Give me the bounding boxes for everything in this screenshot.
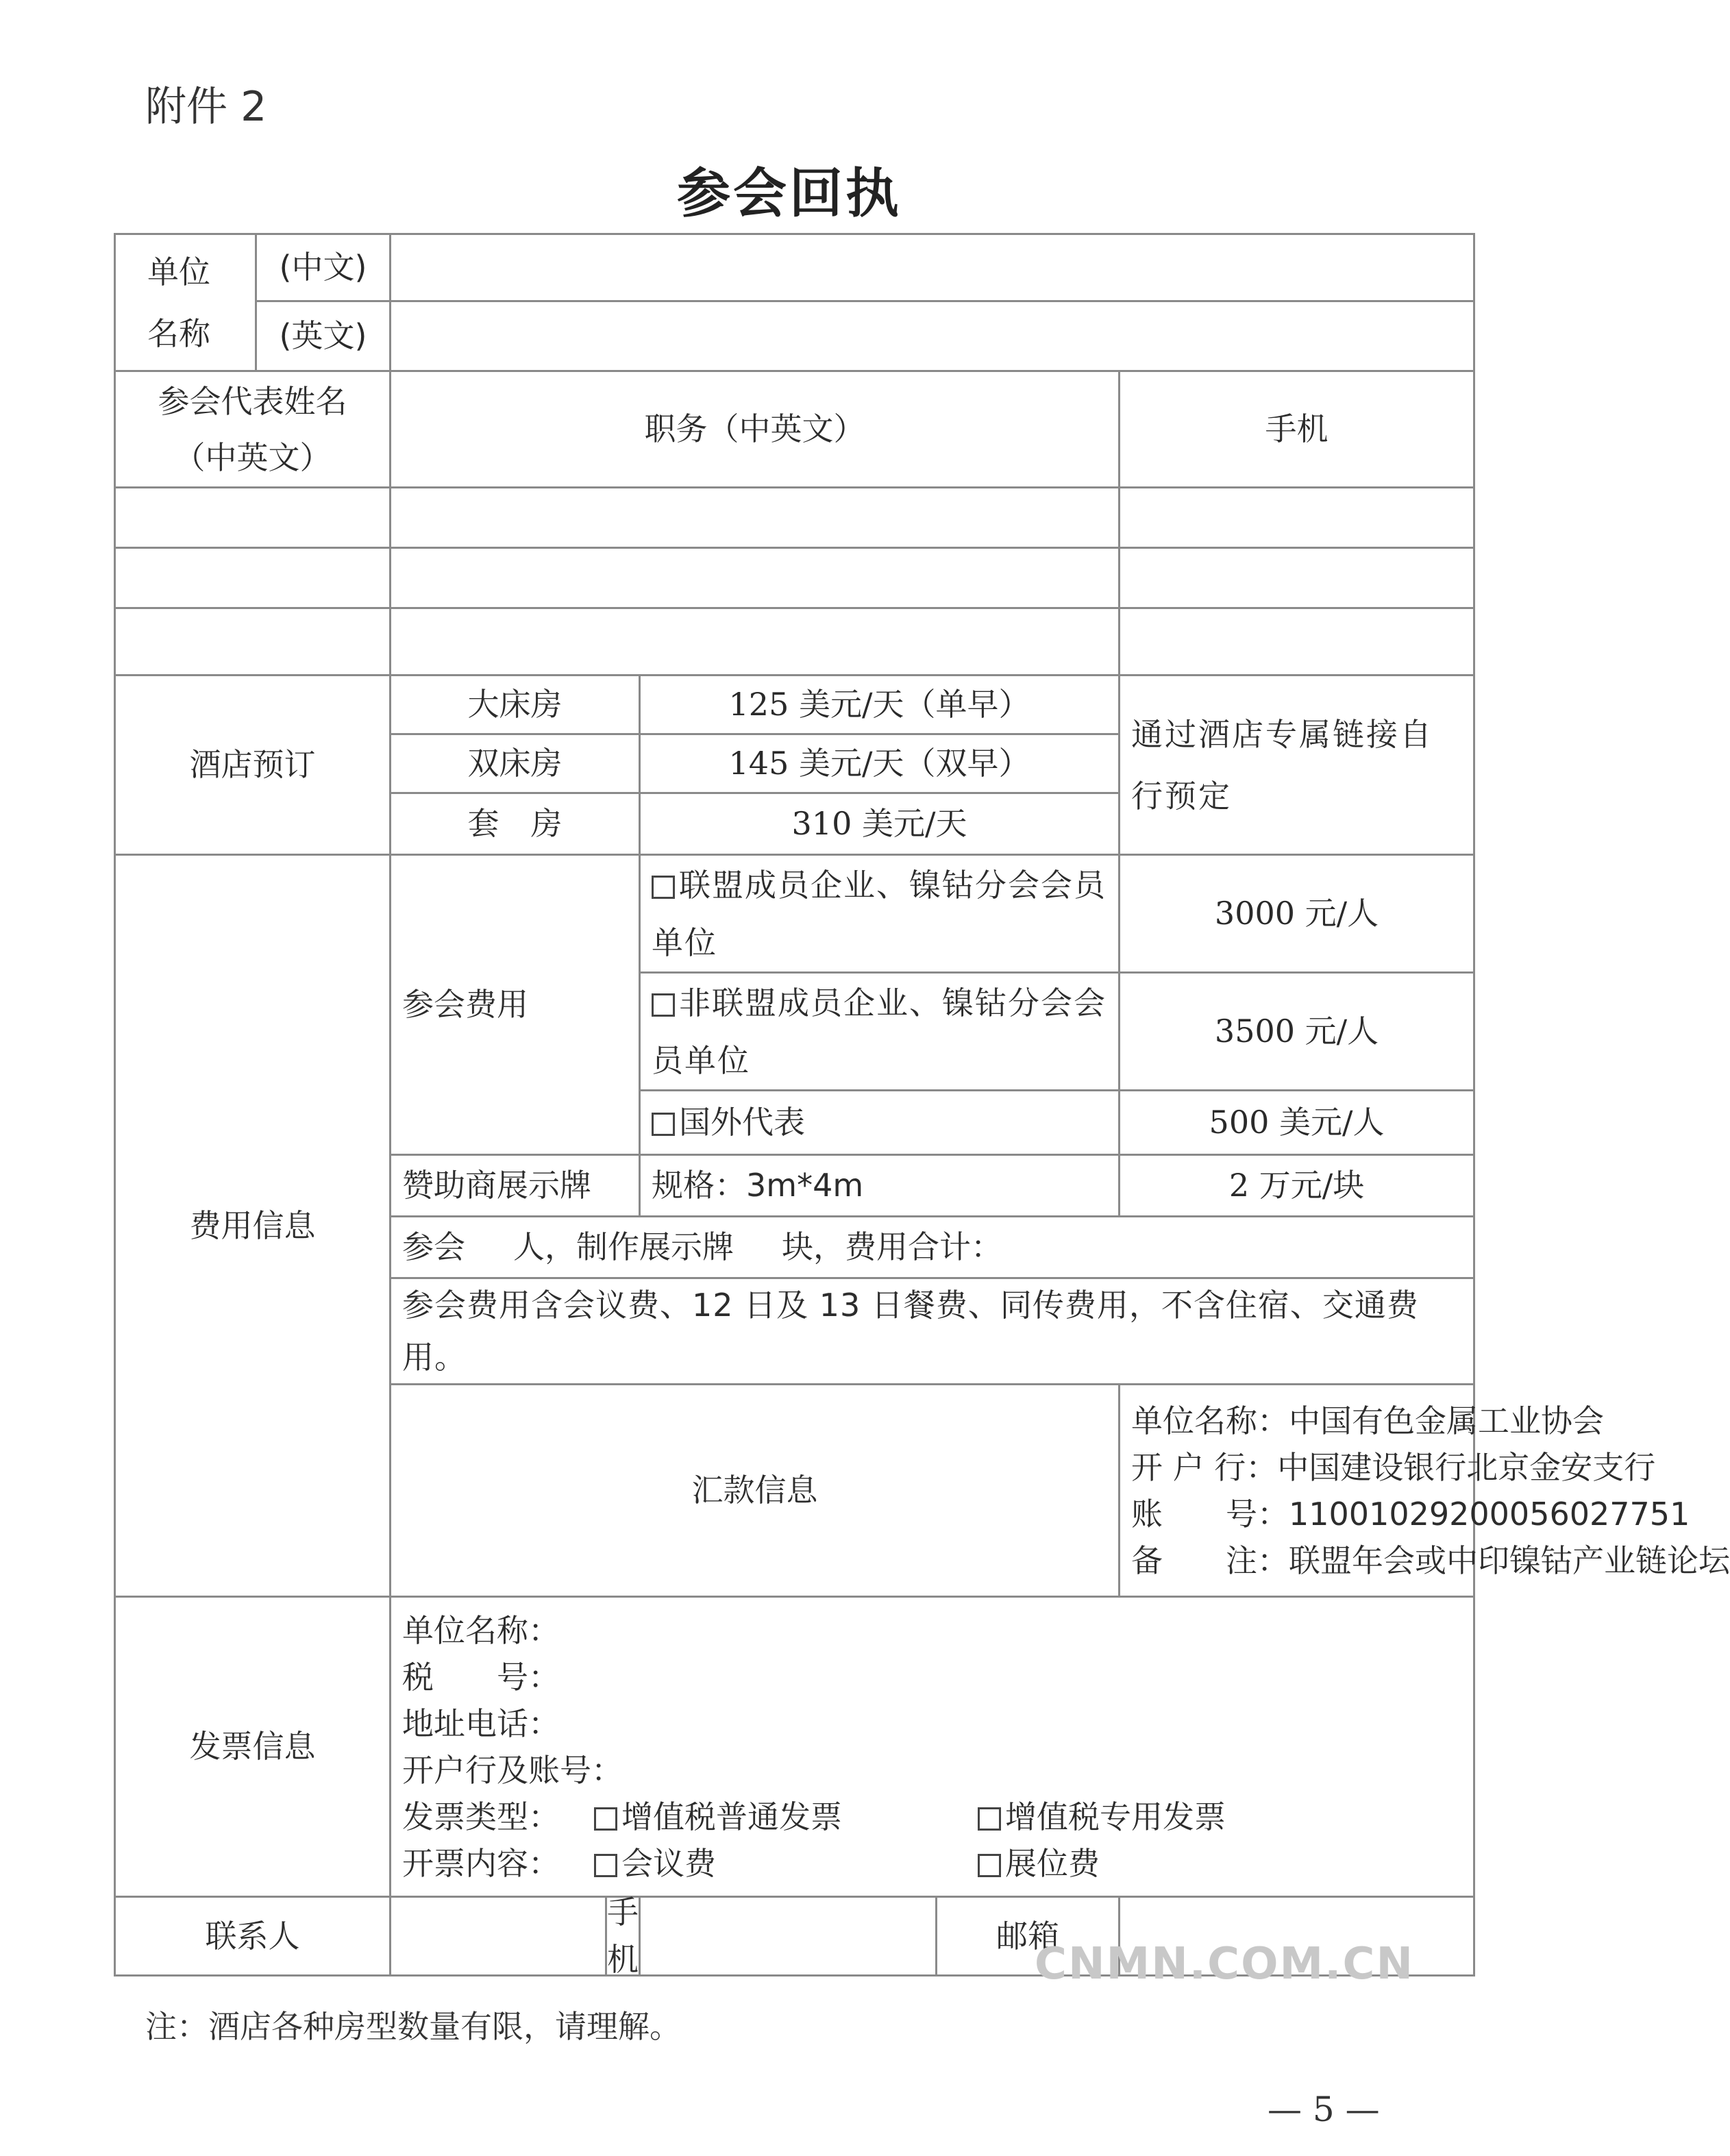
room-type: 双床房 <box>391 734 640 793</box>
rep-name-header <box>115 371 391 488</box>
rep-position-header: 职务（中英文） <box>391 371 1120 488</box>
room-type: 大床房 <box>391 676 640 734</box>
unit-en-field[interactable] <box>391 301 1474 371</box>
unit-label-line2: 名称 <box>147 314 210 352</box>
checkbox-icon[interactable] <box>978 1854 1001 1877</box>
invoice-unit-name: 单位名称： <box>402 1611 560 1649</box>
checkbox-icon[interactable] <box>652 993 675 1017</box>
remit-line: 开 户 行：中国建设银行北京金安支行 <box>1131 1448 1656 1486</box>
registration-form-table <box>114 233 1730 1978</box>
fee-summary-c: 块，费用合计： <box>782 1228 1002 1265</box>
conference-fee-label: 参会费用 <box>391 855 640 1155</box>
invoice-content-opt2-text: 展位费 <box>1005 1844 1100 1882</box>
remit-info <box>1120 1385 1730 1597</box>
unit-cn-field[interactable] <box>391 234 1474 301</box>
hotel-row <box>115 676 1474 734</box>
invoice-content-opt2[interactable] <box>978 1845 1100 1882</box>
invoice-info <box>391 1597 1474 1897</box>
unit-name-label <box>115 234 256 371</box>
remit-line: 备 注：联盟年会或中印镍钴产业链论坛 <box>1131 1541 1730 1579</box>
checkbox-icon[interactable] <box>652 876 675 899</box>
fee-option-price: 500 美元/人 <box>1120 1091 1474 1155</box>
unit-cn-label: (中文) <box>256 234 391 301</box>
footer-note: 注：酒店各种房型数量有限，请理解。 <box>145 2008 681 2045</box>
invoice-type-opt1[interactable] <box>594 1794 978 1840</box>
invoice-type <box>402 1794 1462 1840</box>
invoice-label: 发票信息 <box>115 1597 391 1897</box>
remit-label: 汇款信息 <box>391 1385 1120 1597</box>
checkbox-icon[interactable] <box>594 1807 617 1831</box>
remit-line: 账 号：11001029200056027751 <box>1131 1495 1690 1533</box>
rep-row <box>115 488 1474 548</box>
attachment-label: 附件 2 <box>145 83 267 131</box>
rep-position-field[interactable] <box>391 488 1120 548</box>
fee-option-row <box>115 855 1474 973</box>
invoice-type-opt2[interactable] <box>978 1798 1226 1835</box>
room-price: 125 美元/天（单早） <box>640 676 1120 734</box>
rep-name-field[interactable] <box>115 608 391 676</box>
fee-option[interactable] <box>640 1091 1120 1155</box>
sponsor-label: 赞助商展示牌 <box>391 1155 640 1217</box>
rep-name-header-line2: （中英文） <box>173 438 332 476</box>
invoice-bank-account: 开户行及账号： <box>402 1751 623 1789</box>
representative-header-row <box>115 371 1474 488</box>
fee-option-desc: 国外代表 <box>679 1104 805 1141</box>
rep-name-field[interactable] <box>115 548 391 608</box>
fee-summary-b: 人，制作展示牌 <box>513 1228 734 1265</box>
room-price: 145 美元/天（双早） <box>640 734 1120 793</box>
unit-name-en-row <box>115 301 1474 371</box>
rep-name-header-line1: 参会代表姓名 <box>158 382 347 420</box>
page-title: 参会回执 <box>676 163 902 225</box>
rep-mobile-field[interactable] <box>1120 608 1474 676</box>
rep-row <box>115 548 1474 608</box>
rep-mobile-field[interactable] <box>1120 488 1474 548</box>
contact-name-field[interactable] <box>391 1894 640 1978</box>
rep-position-field[interactable] <box>391 548 1120 608</box>
invoice-type-opt1-text: 增值税普通发票 <box>621 1798 842 1835</box>
invoice-type-opt2-text: 增值税专用发票 <box>1005 1798 1226 1835</box>
fee-summary-a: 参会 <box>402 1228 465 1265</box>
invoice-address-phone: 地址电话： <box>402 1705 560 1742</box>
rep-row <box>115 608 1474 676</box>
rep-position-field[interactable] <box>391 608 1120 676</box>
invoice-content <box>402 1840 1462 1887</box>
contact-label: 联系人 <box>115 1897 391 1976</box>
fees-label: 费用信息 <box>115 855 391 1597</box>
invoice-tax-no: 税 号： <box>402 1658 560 1696</box>
watermark: CNMN.COM.CN <box>1035 1939 1414 1990</box>
checkbox-icon[interactable] <box>594 1854 617 1877</box>
contact-email-label: 邮箱 <box>996 1917 1059 1955</box>
invoice-row <box>115 1597 1474 1897</box>
fee-option-desc: 联盟成员企业、镍钴分会会员单位 <box>652 866 1107 961</box>
hotel-booking-note: 通过酒店专属链接自行预定 <box>1120 676 1474 855</box>
unit-en-label: (英文) <box>256 301 391 371</box>
rep-mobile-header: 手机 <box>1120 371 1474 488</box>
fee-note: 参会费用含会议费、12 日及 13 日餐费、同传费用，不含住宿、交通费用。 <box>391 1278 1474 1385</box>
invoice-content-opt1-text: 会议费 <box>621 1844 716 1882</box>
fee-option-price: 3500 元/人 <box>1120 973 1474 1091</box>
fee-option-price: 3000 元/人 <box>1120 855 1474 973</box>
room-type: 套 房 <box>391 793 640 855</box>
fee-option-desc: 非联盟成员企业、镍钴分会会员单位 <box>652 984 1107 1079</box>
invoice-content-opt1[interactable] <box>594 1840 978 1887</box>
invoice-content-label: 开票内容： <box>402 1844 560 1882</box>
sponsor-price: 2 万元/块 <box>1120 1155 1474 1217</box>
checkbox-icon[interactable] <box>652 1113 675 1136</box>
page-number: — 5 — <box>1268 2090 1380 2129</box>
fee-option[interactable] <box>640 855 1120 973</box>
contact-mobile-label: 手机 <box>607 1894 639 1978</box>
unit-name-cn-row <box>115 234 1474 301</box>
fee-option[interactable] <box>640 973 1120 1091</box>
fee-summary <box>391 1217 1474 1278</box>
invoice-type-label: 发票类型： <box>402 1798 560 1835</box>
sponsor-spec: 规格：3m*4m <box>640 1155 1120 1217</box>
rep-name-field[interactable] <box>115 488 391 548</box>
unit-label-line1: 单位 <box>147 253 210 290</box>
checkbox-icon[interactable] <box>978 1807 1001 1831</box>
remit-line: 单位名称：中国有色金属工业协会 <box>1131 1402 1604 1439</box>
room-price: 310 美元/天 <box>640 793 1120 855</box>
rep-mobile-field[interactable] <box>1120 548 1474 608</box>
hotel-label: 酒店预订 <box>115 676 391 855</box>
